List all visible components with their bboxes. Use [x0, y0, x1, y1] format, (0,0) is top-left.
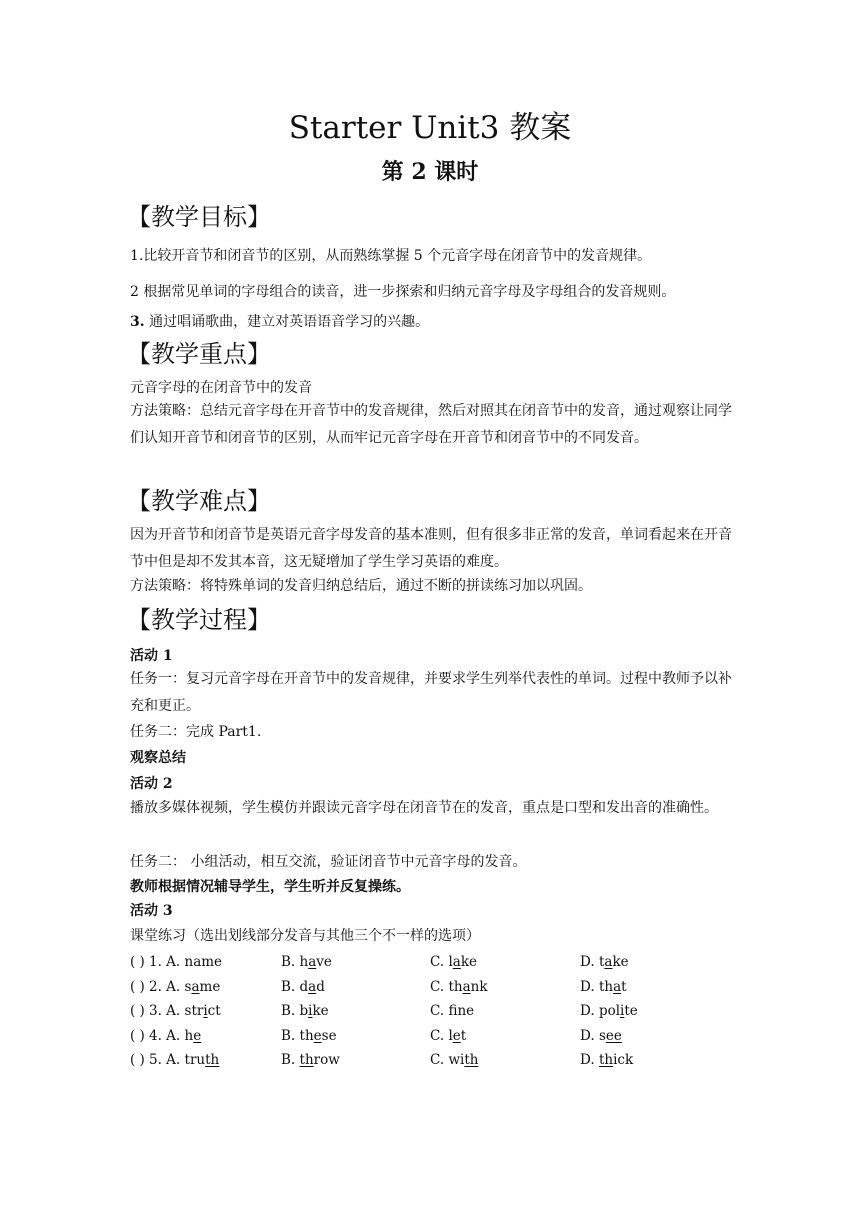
- key-points-strategy: 方法策略：总结元音字母在开音节中的发音规律，然后对照其在闭音节中的发音，通过观察让同学们认知开音节和闭音节的区别，从而牢记元音字母在开音节和闭音节中的不同发音。: [130, 403, 732, 446]
- option-a: 2. A. same: [149, 979, 221, 995]
- exercise-intro: 课堂练习（选出划线部分发音与其他三个不一样的选项）: [130, 928, 480, 944]
- goal-item-1: 1.比较开音节和闭音节的区别，从而熟练掌握 5 个元音字母在闭音节中的发音规律。: [130, 248, 652, 264]
- option-d: D. take: [580, 954, 629, 970]
- option-b: B. these: [281, 1028, 337, 1044]
- option-c: C. let: [430, 1028, 467, 1044]
- task-2b-text: 任务二： 小组活动，相互交流，验证闭音节中元音字母的发音。: [130, 854, 527, 870]
- lesson-subtitle: 第 2 课时: [381, 159, 479, 185]
- process-heading: 【教学过程】: [127, 606, 271, 634]
- observe-summary-label: 观察总结: [130, 750, 186, 766]
- activity-1-label: 活动 1: [130, 648, 173, 664]
- task-2-text: 任务二：完成 Part1.: [130, 724, 262, 740]
- option-b: B. have: [281, 954, 332, 970]
- option-a: 3. A. strict: [149, 1003, 221, 1019]
- difficulties-strategy: 方法策略：将特殊单词的发音归纳总结后，通过不断的拼读练习加以巩固。: [130, 578, 592, 594]
- difficulties-line: 因为开音节和闭音节是英语元音字母发音的基本准则，但有很多非正常的发音，单词看起来在开音节中但是却不发其本音，这无疑增加了学生学习英语的难度。: [130, 527, 732, 570]
- goal-item-3-number: 3.: [130, 314, 145, 330]
- option-a: 1. A. name: [149, 954, 223, 970]
- option-c: C. lake: [430, 954, 477, 970]
- option-c: C. thank: [430, 979, 488, 995]
- goal-item-3-text: 通过唱诵歌曲，建立对英语语音学习的兴趣。: [149, 314, 430, 330]
- goal-item-2: 2 根据常见单词的字母组合的读音，进一步探索和归纳元音字母及字母组合的发音规则。: [130, 284, 676, 300]
- difficulties-heading: 【教学难点】: [127, 487, 271, 515]
- goals-heading: 【教学目标】: [127, 203, 271, 231]
- goal-item-3: [130, 312, 429, 332]
- document-title: Starter Unit3 教案: [288, 110, 572, 146]
- option-c: C. with: [430, 1052, 479, 1068]
- answer-bracket: ( ): [130, 1028, 145, 1044]
- task-1-text: 任务一：复习元音字母在开音节中的发音规律，并要求学生列举代表性的单词。过程中教师予以补充和更正。: [130, 671, 732, 714]
- key-points-line: 元音字母的在闭音节中的发音: [130, 380, 312, 396]
- option-b: B. throw: [281, 1052, 340, 1068]
- option-a: 5. A. truth: [149, 1052, 220, 1068]
- option-b: B. dad: [281, 979, 325, 995]
- answer-bracket: ( ): [130, 979, 145, 995]
- answer-bracket: ( ): [130, 954, 145, 970]
- option-d: D. that: [580, 979, 627, 995]
- video-text: 播放多媒体视频，学生模仿并跟读元音字母在闭音节在的发音，重点是口型和发出音的准确性。: [130, 800, 718, 816]
- teacher-guidance-text: 教师根据情况辅导学生，学生听并反复操练。: [130, 879, 410, 895]
- answer-bracket: ( ): [130, 1003, 145, 1019]
- option-b: B. bike: [281, 1003, 329, 1019]
- option-d: D. thick: [580, 1052, 634, 1068]
- option-d: D. polite: [580, 1003, 638, 1019]
- activity-3-label: 活动 3: [130, 903, 173, 919]
- activity-2-label: 活动 2: [130, 776, 173, 792]
- option-d: D. see: [580, 1028, 622, 1044]
- option-c: C. fne: [430, 1003, 475, 1019]
- answer-bracket: ( ): [130, 1052, 145, 1068]
- key-points-heading: 【教学重点】: [127, 340, 271, 368]
- option-a: 4. A. he: [149, 1028, 202, 1044]
